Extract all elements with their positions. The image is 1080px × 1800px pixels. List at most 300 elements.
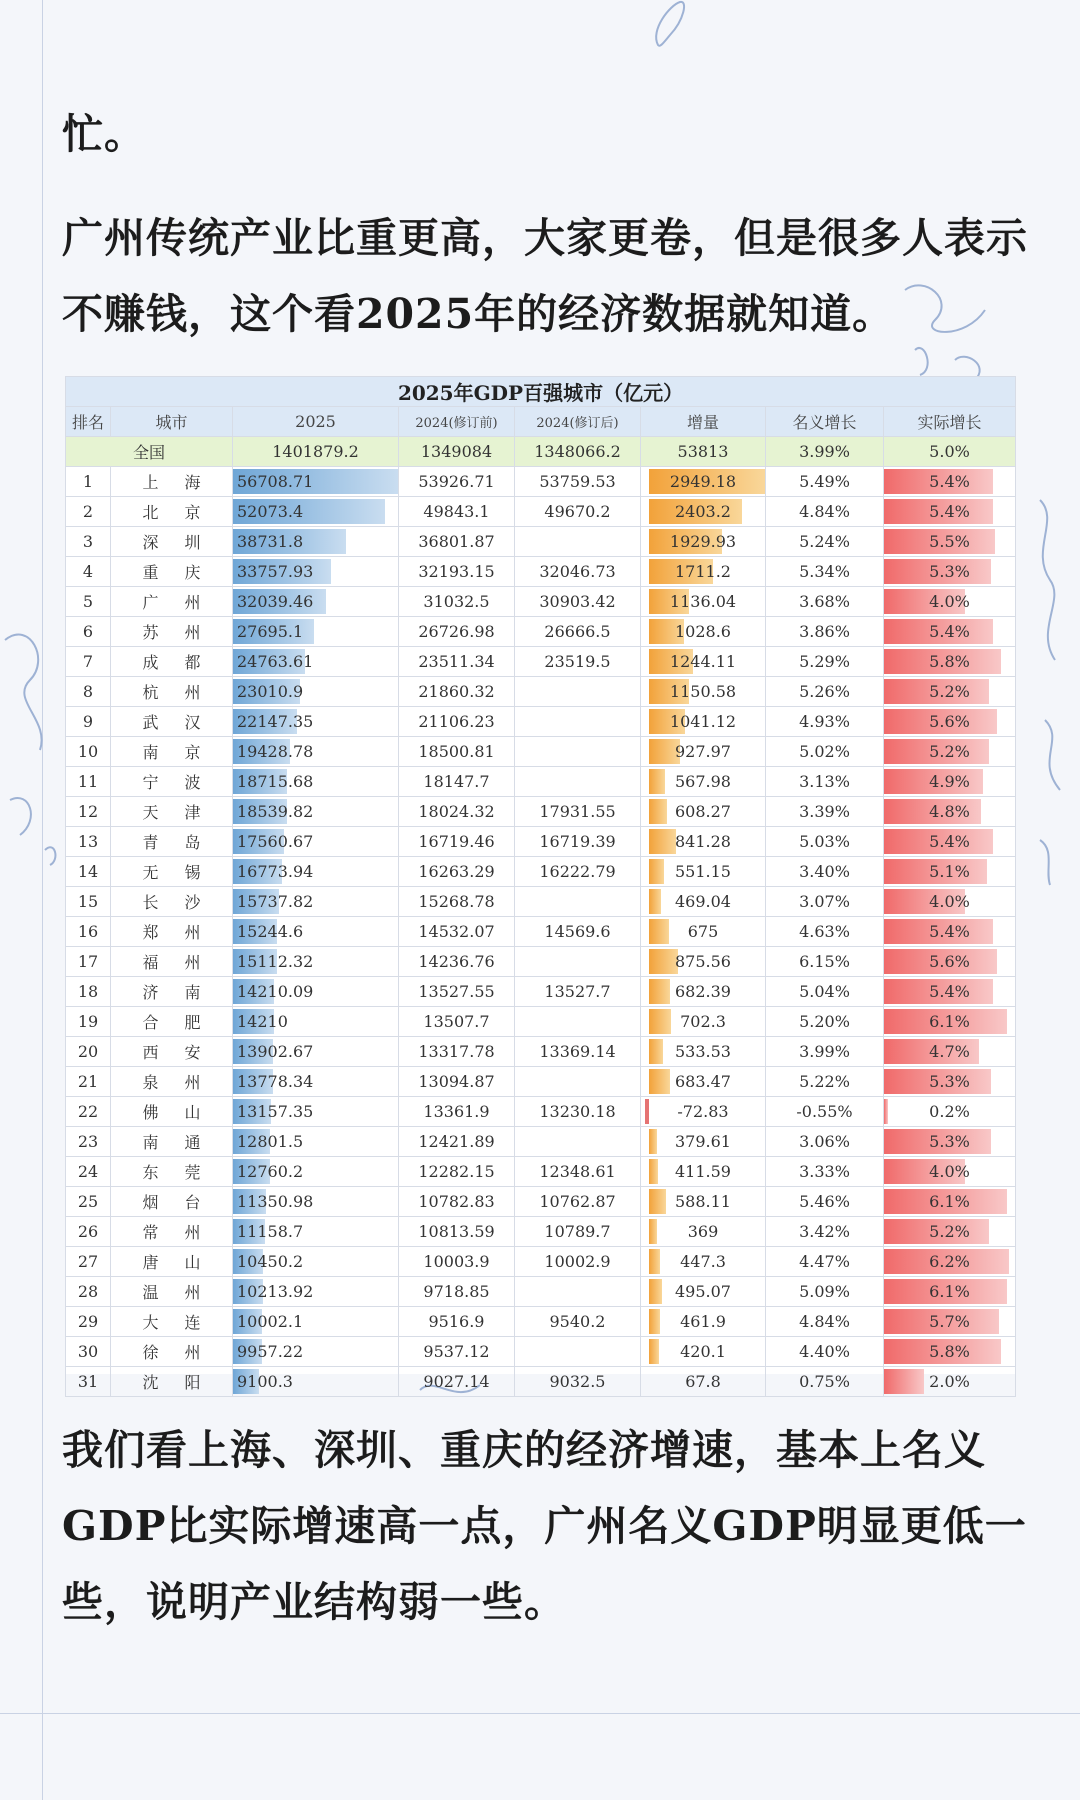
cell-gdp-2024-pre (399, 1037, 515, 1067)
cell-nominal-growth-value: 3.06% (799, 1132, 850, 1151)
cell-gdp-2025-value: 9957.22 (237, 1342, 304, 1361)
cell-increase-value: 495.07 (675, 1282, 731, 1301)
cell-gdp-2024-pre (399, 1007, 515, 1037)
national-nominal-growth: 3.99% (766, 437, 884, 467)
cell-gdp-2024-pre-value: 13317.78 (418, 1042, 495, 1061)
cell-gdp-2025 (233, 767, 399, 797)
cell-increase-value: 2403.2 (675, 502, 731, 521)
cell-gdp-2024-pre-value: 26726.98 (418, 622, 495, 641)
cell-rank (66, 527, 111, 557)
cell-gdp-2024-post-value: 17931.55 (539, 802, 616, 821)
cell-gdp-2024-pre-value: 53926.71 (418, 472, 495, 491)
cell-rank-value: 7 (82, 652, 94, 671)
cell-gdp-2025 (233, 1067, 399, 1097)
cell-gdp-2025-value: 10450.2 (237, 1252, 304, 1271)
cell-gdp-2025-value: 10213.92 (237, 1282, 314, 1301)
cell-gdp-2024-pre-value: 9516.9 (428, 1312, 485, 1331)
cell-city-value: 合肥 (142, 1013, 227, 1032)
cell-rank-value: 18 (77, 982, 99, 1001)
cell-nominal-growth-value: 4.84% (799, 1312, 850, 1331)
cell-increase-value: 67.8 (685, 1372, 721, 1391)
cell-rank (66, 1127, 111, 1157)
cell-gdp-2024-pre (399, 497, 515, 527)
increase-bar (649, 1219, 657, 1244)
cell-rank-value: 17 (77, 952, 99, 971)
cell-real-growth (884, 1067, 1016, 1097)
cell-rank-value: 12 (77, 802, 99, 821)
cell-real-growth (884, 1277, 1016, 1307)
cell-rank-value: 26 (77, 1222, 99, 1241)
cell-increase-value: 608.27 (675, 802, 731, 821)
cell-real-growth-value: 4.0% (929, 592, 970, 611)
cell-gdp-2024-pre (399, 1097, 515, 1127)
cell-gdp-2024-post (515, 1307, 641, 1337)
cell-city (111, 1217, 233, 1247)
cell-gdp-2025 (233, 1097, 399, 1127)
increase-bar (649, 889, 661, 914)
cell-gdp-2025-value: 33757.93 (237, 562, 314, 581)
cell-gdp-2025 (233, 1127, 399, 1157)
cell-city-value: 杭州 (142, 683, 227, 702)
increase-bar (649, 1249, 660, 1274)
cell-gdp-2025-value: 18539.82 (237, 802, 314, 821)
table-row (66, 707, 1016, 737)
cell-gdp-2024-pre (399, 1247, 515, 1277)
cell-rank-value: 15 (77, 892, 99, 911)
cell-rank-value: 19 (77, 1012, 99, 1031)
cell-nominal-growth-value: 4.63% (799, 922, 850, 941)
cell-real-growth (884, 827, 1016, 857)
table-row (66, 887, 1016, 917)
cell-gdp-2025 (233, 977, 399, 1007)
cell-increase-value: 447.3 (680, 1252, 726, 1271)
increase-bar (649, 769, 665, 794)
cell-real-growth-value: 5.4% (929, 472, 970, 491)
cell-gdp-2024-pre-value: 12282.15 (418, 1162, 495, 1181)
cell-gdp-2024-post-value: 10002.9 (544, 1252, 611, 1271)
cell-increase-value: 927.97 (675, 742, 731, 761)
cell-nominal-growth (766, 977, 884, 1007)
cell-rank-value: 13 (77, 832, 99, 851)
cell-increase-value: 1929.93 (669, 532, 737, 551)
table-row (66, 917, 1016, 947)
cell-gdp-2024-pre-value: 12421.89 (418, 1132, 495, 1151)
cell-real-growth-value: 4.0% (929, 892, 970, 911)
cell-city-value: 深圳 (142, 533, 227, 552)
cell-gdp-2024-post-value: 26666.5 (544, 622, 611, 641)
cell-rank (66, 617, 111, 647)
cell-increase (641, 1367, 766, 1397)
cell-nominal-growth-value: 5.24% (799, 532, 850, 551)
cell-real-growth-value: 4.9% (929, 772, 970, 791)
cell-increase-value: 683.47 (675, 1072, 731, 1091)
cell-city-value: 唐山 (142, 1253, 227, 1272)
cell-rank (66, 587, 111, 617)
cell-real-growth-value: 4.7% (929, 1042, 970, 1061)
cell-gdp-2024-pre-value: 9537.12 (423, 1342, 490, 1361)
cell-nominal-growth-value: -0.55% (796, 1102, 853, 1121)
table-row (66, 947, 1016, 977)
cell-increase (641, 797, 766, 827)
cell-gdp-2024-post (515, 857, 641, 887)
national-gdp-2025: 1401879.2 (233, 437, 399, 467)
cell-increase (641, 1007, 766, 1037)
increase-bar (649, 1279, 662, 1304)
cell-city (111, 977, 233, 1007)
cell-gdp-2024-pre-value: 49843.1 (423, 502, 490, 521)
cell-gdp-2024-post (515, 617, 641, 647)
cell-rank-value: 4 (82, 562, 94, 581)
cell-increase (641, 1097, 766, 1127)
cell-gdp-2024-pre-value: 18147.7 (423, 772, 490, 791)
cell-nominal-growth-value: 5.29% (799, 652, 850, 671)
cell-gdp-2025 (233, 857, 399, 887)
table-row (66, 767, 1016, 797)
cell-gdp-2024-pre-value: 9027.14 (423, 1372, 490, 1391)
cell-gdp-2024-pre (399, 887, 515, 917)
cell-rank-value: 1 (82, 472, 94, 491)
cell-city-value: 青岛 (142, 833, 227, 852)
cell-rank (66, 827, 111, 857)
cell-real-growth-value: 5.4% (929, 922, 970, 941)
table-row (66, 797, 1016, 827)
cell-nominal-growth (766, 1007, 884, 1037)
cell-real-growth (884, 1007, 1016, 1037)
cell-rank-value: 21 (77, 1072, 99, 1091)
table-row (66, 1097, 1016, 1127)
cell-gdp-2024-post (515, 557, 641, 587)
cell-gdp-2024-pre (399, 947, 515, 977)
cell-city (111, 707, 233, 737)
real-growth-bar (884, 1099, 888, 1124)
cell-rank (66, 1307, 111, 1337)
cell-city (111, 1247, 233, 1277)
cell-increase-value: 369 (687, 1222, 719, 1241)
cell-nominal-growth (766, 707, 884, 737)
cell-gdp-2025-value: 52073.4 (237, 502, 304, 521)
cell-city (111, 1307, 233, 1337)
cell-rank (66, 1097, 111, 1127)
cell-gdp-2024-pre-value: 13507.7 (423, 1012, 490, 1031)
cell-gdp-2024-pre (399, 1277, 515, 1307)
cell-gdp-2024-pre-value: 14532.07 (418, 922, 495, 941)
increase-bar (649, 1309, 660, 1334)
cell-real-growth (884, 497, 1016, 527)
cell-gdp-2024-post (515, 1367, 641, 1397)
cell-gdp-2024-pre-value: 16263.29 (418, 862, 495, 881)
cell-rank (66, 497, 111, 527)
cell-nominal-growth (766, 827, 884, 857)
cell-gdp-2025 (233, 647, 399, 677)
cell-nominal-growth-value: 5.20% (799, 1012, 850, 1031)
cell-real-growth (884, 1127, 1016, 1157)
gdp-ranking-table (65, 376, 1016, 1397)
cell-gdp-2024-pre (399, 827, 515, 857)
cell-real-growth (884, 767, 1016, 797)
cell-gdp-2024-pre-value: 14236.76 (418, 952, 495, 971)
cell-real-growth (884, 737, 1016, 767)
national-row (66, 437, 1016, 467)
cell-nominal-growth-value: 0.75% (799, 1372, 850, 1391)
table-row (66, 1337, 1016, 1367)
cell-gdp-2025-value: 12801.5 (237, 1132, 304, 1151)
doodle-decoration-right-middle (1020, 490, 1080, 890)
cell-city-value: 烟台 (142, 1193, 227, 1212)
cell-city-value: 上海 (142, 473, 227, 492)
cell-rank (66, 767, 111, 797)
cell-nominal-growth (766, 857, 884, 887)
cell-gdp-2024-post (515, 1007, 641, 1037)
cell-rank (66, 1037, 111, 1067)
cell-real-growth (884, 1187, 1016, 1217)
cell-increase (641, 917, 766, 947)
cell-gdp-2024-pre-value: 21860.32 (418, 682, 495, 701)
cell-city-value: 重庆 (142, 563, 227, 582)
cell-gdp-2025-value: 17560.67 (237, 832, 314, 851)
cell-city-value: 北京 (142, 503, 227, 522)
cell-gdp-2024-post (515, 1037, 641, 1067)
cell-nominal-growth-value: 4.47% (799, 1252, 850, 1271)
cell-real-growth-value: 5.3% (929, 1132, 970, 1151)
page-margin-line-horizontal (0, 1713, 1080, 1714)
cell-real-growth (884, 1337, 1016, 1367)
increase-bar (649, 979, 670, 1004)
table-row (66, 1217, 1016, 1247)
cell-gdp-2025 (233, 1247, 399, 1277)
cell-real-growth (884, 467, 1016, 497)
cell-gdp-2025 (233, 1157, 399, 1187)
cell-real-growth-value: 6.1% (929, 1282, 970, 1301)
cell-real-growth (884, 1217, 1016, 1247)
table-row (66, 1367, 1016, 1397)
cell-city (111, 947, 233, 977)
cell-gdp-2024-post-value: 14569.6 (544, 922, 611, 941)
cell-gdp-2024-post (515, 1127, 641, 1157)
cell-rank (66, 467, 111, 497)
cell-gdp-2024-pre-value: 10813.59 (418, 1222, 495, 1241)
cell-gdp-2024-pre (399, 797, 515, 827)
cell-gdp-2024-pre-value: 18500.81 (418, 742, 495, 761)
table-row (66, 1187, 1016, 1217)
cell-nominal-growth (766, 1277, 884, 1307)
cell-gdp-2024-pre-value: 9718.85 (423, 1282, 490, 1301)
cell-nominal-growth-value: 3.40% (799, 862, 850, 881)
cell-city (111, 617, 233, 647)
cell-gdp-2024-post-value: 23519.5 (544, 652, 611, 671)
cell-rank (66, 647, 111, 677)
table-row (66, 677, 1016, 707)
cell-gdp-2024-post-value: 13230.18 (539, 1102, 616, 1121)
cell-city (111, 1337, 233, 1367)
cell-gdp-2024-pre (399, 617, 515, 647)
cell-real-growth-value: 5.8% (929, 1342, 970, 1361)
cell-gdp-2024-post-value: 32046.73 (539, 562, 616, 581)
cell-nominal-growth-value: 5.34% (799, 562, 850, 581)
cell-gdp-2024-post (515, 677, 641, 707)
cell-increase-value: 533.53 (675, 1042, 731, 1061)
cell-gdp-2025-value: 32039.46 (237, 592, 314, 611)
cell-gdp-2024-post (515, 707, 641, 737)
cell-gdp-2024-post (515, 1337, 641, 1367)
cell-rank (66, 1367, 111, 1397)
table-row (66, 467, 1016, 497)
cell-real-growth-value: 5.2% (929, 682, 970, 701)
cell-rank-value: 29 (77, 1312, 99, 1331)
table-row (66, 1277, 1016, 1307)
cell-gdp-2024-pre (399, 1157, 515, 1187)
cell-real-growth (884, 797, 1016, 827)
national-label: 全国 (66, 437, 233, 467)
cell-nominal-growth (766, 497, 884, 527)
cell-gdp-2024-post-value: 10762.87 (539, 1192, 616, 1211)
cell-real-growth-value: 5.4% (929, 832, 970, 851)
cell-gdp-2024-post (515, 587, 641, 617)
cell-gdp-2025-value: 13778.34 (237, 1072, 314, 1091)
cell-increase (641, 767, 766, 797)
cell-real-growth-value: 6.2% (929, 1252, 970, 1271)
cell-city (111, 737, 233, 767)
cell-gdp-2024-pre-value: 13094.87 (418, 1072, 495, 1091)
increase-bar (649, 829, 676, 854)
cell-gdp-2025 (233, 1307, 399, 1337)
cell-rank-value: 3 (82, 532, 94, 551)
cell-city (111, 557, 233, 587)
cell-gdp-2025 (233, 917, 399, 947)
cell-city-value: 泉州 (142, 1073, 227, 1092)
cell-gdp-2025-value: 16773.94 (237, 862, 314, 881)
cell-real-growth-value: 6.1% (929, 1012, 970, 1031)
cell-rank-value: 2 (82, 502, 94, 521)
cell-gdp-2024-pre (399, 587, 515, 617)
cell-gdp-2025 (233, 557, 399, 587)
cell-city-value: 佛山 (142, 1103, 227, 1122)
cell-nominal-growth-value: 4.84% (799, 502, 850, 521)
cell-increase (641, 557, 766, 587)
article-paragraph-3: 我们看上海、深圳、重庆的经济增速，基本上名义GDP比实际增速高一点，广州名义GDP明显更低一些，说明产业结构弱一些。 (62, 1426, 1027, 1626)
cell-real-growth (884, 677, 1016, 707)
cell-city-value: 广州 (142, 593, 227, 612)
cell-increase (641, 827, 766, 857)
cell-gdp-2024-post-value: 10789.7 (544, 1222, 611, 1241)
cell-gdp-2024-post (515, 497, 641, 527)
table-title-row (66, 377, 1016, 407)
cell-gdp-2024-post (515, 647, 641, 677)
cell-nominal-growth (766, 947, 884, 977)
cell-city (111, 767, 233, 797)
cell-gdp-2024-pre-value: 31032.5 (423, 592, 490, 611)
cell-increase-value: 1028.6 (675, 622, 731, 641)
cell-increase (641, 1277, 766, 1307)
cell-gdp-2025-value: 15737.82 (237, 892, 314, 911)
cell-gdp-2024-pre (399, 557, 515, 587)
cell-gdp-2024-post-value: 9032.5 (549, 1372, 606, 1391)
cell-increase-value: 702.3 (680, 1012, 726, 1031)
table-row (66, 1007, 1016, 1037)
increase-bar (649, 1009, 671, 1034)
cell-gdp-2024-post (515, 1247, 641, 1277)
cell-gdp-2025-value: 14210 (237, 1012, 288, 1031)
cell-rank-value: 16 (77, 922, 99, 941)
cell-gdp-2025 (233, 707, 399, 737)
header-gdp-2024-post: 2024(修订后) (515, 407, 641, 437)
cell-rank (66, 677, 111, 707)
increase-bar (649, 1069, 670, 1094)
cell-rank (66, 1007, 111, 1037)
header-rank: 排名 (66, 407, 111, 437)
cell-real-growth-value: 5.2% (929, 1222, 970, 1241)
cell-increase-value: 1150.58 (669, 682, 737, 701)
cell-increase (641, 947, 766, 977)
cell-increase (641, 677, 766, 707)
cell-rank (66, 1067, 111, 1097)
cell-gdp-2025-value: 11158.7 (237, 1222, 304, 1241)
cell-increase (641, 1157, 766, 1187)
cell-nominal-growth (766, 677, 884, 707)
cell-gdp-2025-value: 38731.8 (237, 532, 304, 551)
cell-real-growth (884, 1037, 1016, 1067)
cell-gdp-2024-pre-value: 15268.78 (418, 892, 495, 911)
cell-city (111, 587, 233, 617)
table-title: 2025年GDP百强城市（亿元） (66, 377, 1016, 407)
cell-gdp-2024-pre (399, 647, 515, 677)
cell-nominal-growth-value: 4.93% (799, 712, 850, 731)
cell-gdp-2025-value: 12760.2 (237, 1162, 304, 1181)
cell-nominal-growth-value: 5.09% (799, 1282, 850, 1301)
cell-real-growth (884, 1307, 1016, 1337)
cell-gdp-2024-pre (399, 737, 515, 767)
increase-bar (649, 1129, 657, 1154)
cell-gdp-2024-post (515, 737, 641, 767)
cell-real-growth-value: 5.4% (929, 502, 970, 521)
cell-increase-value: 469.04 (675, 892, 731, 911)
cell-city-value: 无锡 (142, 863, 227, 882)
cell-nominal-growth-value: 5.03% (799, 832, 850, 851)
article-paragraph-1: 忙。 (62, 110, 146, 158)
cell-nominal-growth-value: 3.07% (799, 892, 850, 911)
cell-increase-value: 588.11 (675, 1192, 731, 1211)
cell-real-growth (884, 917, 1016, 947)
table-row (66, 1157, 1016, 1187)
increase-bar (649, 949, 678, 974)
cell-rank (66, 1217, 111, 1247)
cell-real-growth-value: 5.4% (929, 982, 970, 1001)
cell-gdp-2024-pre (399, 977, 515, 1007)
table-row (66, 1067, 1016, 1097)
cell-rank (66, 887, 111, 917)
cell-increase (641, 977, 766, 1007)
table-row (66, 557, 1016, 587)
cell-nominal-growth (766, 1337, 884, 1367)
cell-city-value: 郑州 (142, 923, 227, 942)
cell-increase (641, 857, 766, 887)
cell-gdp-2024-post (515, 887, 641, 917)
cell-gdp-2024-post (515, 767, 641, 797)
cell-gdp-2024-post-value: 16719.39 (539, 832, 616, 851)
cell-nominal-growth (766, 1097, 884, 1127)
cell-rank-value: 24 (77, 1162, 99, 1181)
cell-increase (641, 1247, 766, 1277)
cell-city (111, 887, 233, 917)
real-growth-bar (884, 1369, 924, 1394)
cell-gdp-2024-pre-value: 23511.34 (418, 652, 495, 671)
table-row (66, 617, 1016, 647)
cell-city-value: 天津 (142, 803, 227, 822)
cell-gdp-2025 (233, 1187, 399, 1217)
cell-real-growth (884, 1247, 1016, 1277)
cell-increase (641, 1187, 766, 1217)
cell-increase-value: 567.98 (675, 772, 731, 791)
cell-nominal-growth (766, 917, 884, 947)
